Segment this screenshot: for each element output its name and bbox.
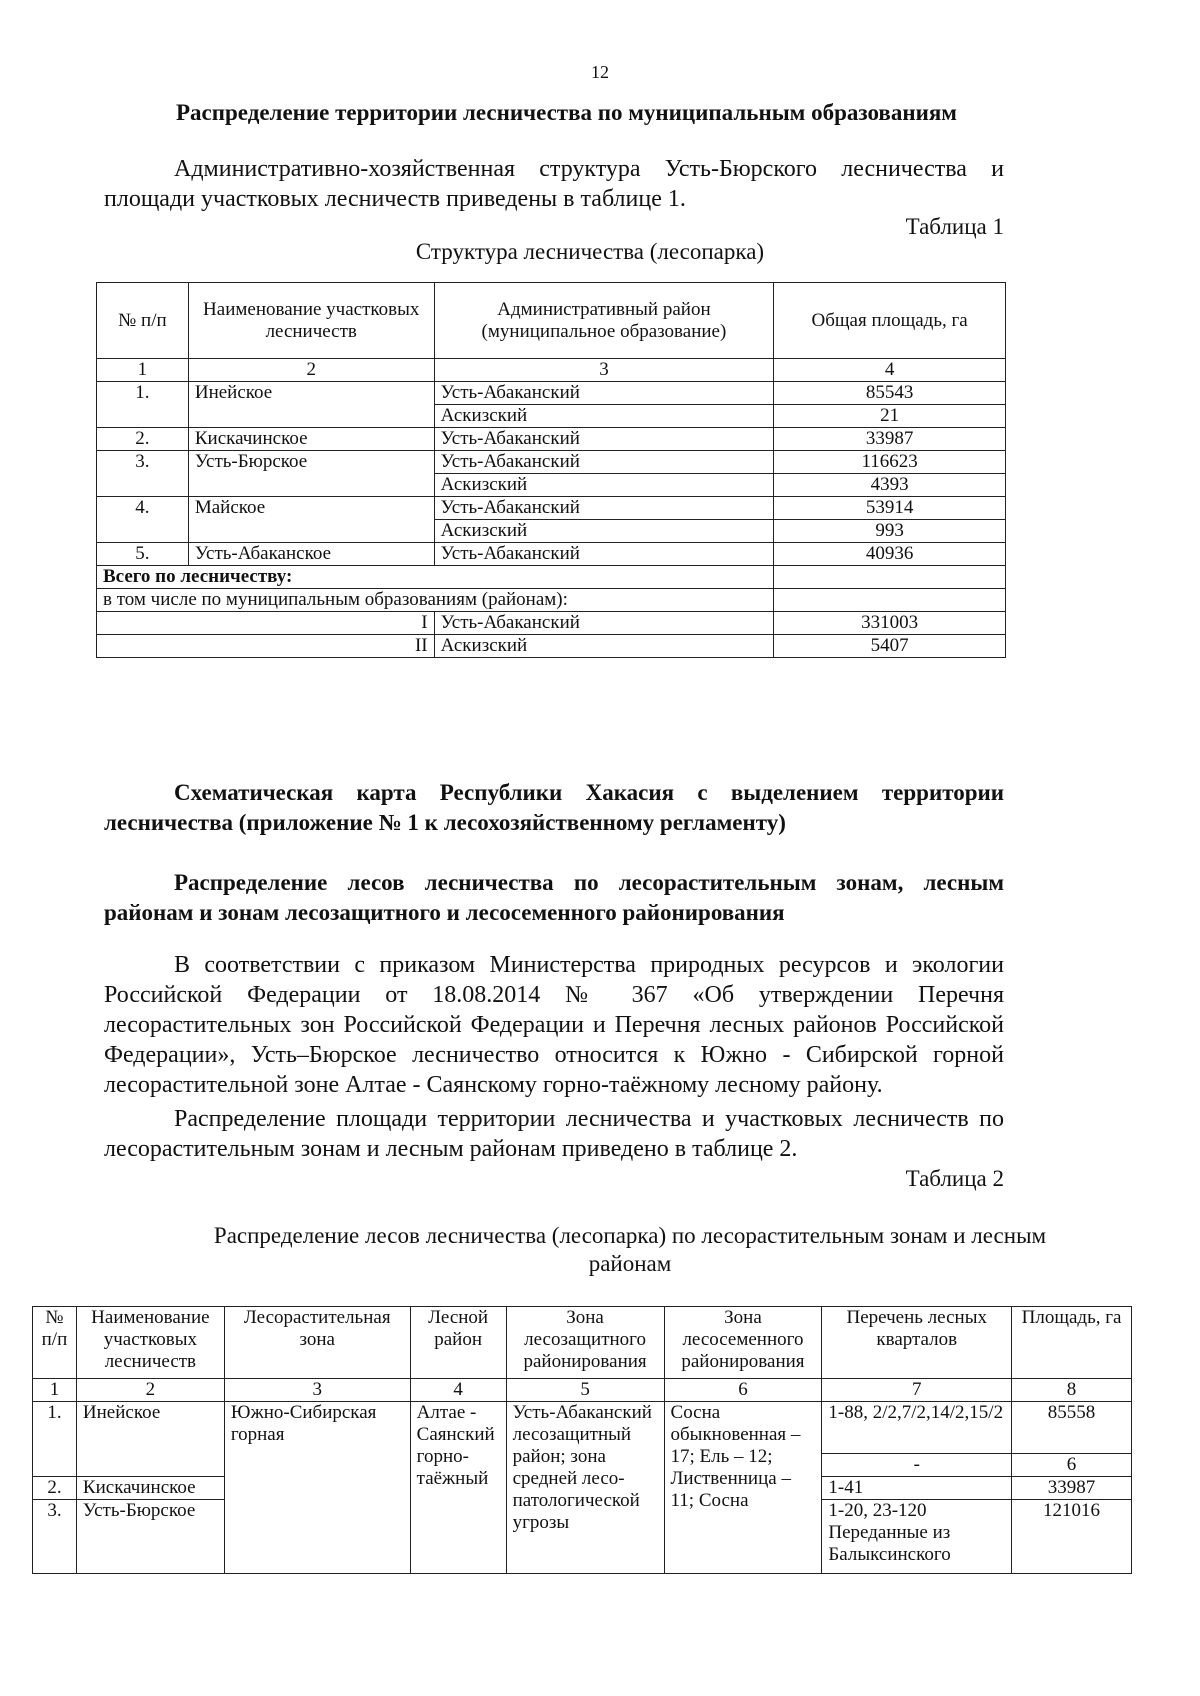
t1-mun-district: Аскизский bbox=[434, 635, 774, 658]
section-title-zones: Распределение лесов лесничества по лесорастительным зонам, лесным районам и зонам лесозащитного и лесосеменного районирования bbox=[104, 870, 1004, 925]
t2-cell-zone: Южно-Сибирская горная bbox=[224, 1402, 410, 1574]
t2-header-seed: Зона лесосеменного районирования bbox=[664, 1307, 822, 1379]
t1-header-district: Административный район (муниципальное образование) bbox=[434, 283, 774, 359]
t1-colnum: 2 bbox=[188, 359, 434, 382]
table-row bbox=[97, 382, 1006, 405]
t1-colnum: 3 bbox=[434, 359, 774, 382]
t1-colnum: 4 bbox=[774, 359, 1006, 382]
t1-cell-district: Аскизский bbox=[434, 520, 774, 543]
t2-cell-quarters: - bbox=[822, 1454, 1012, 1477]
t2-cell-protection: Усть-Абаканский лесозащитный район; зона средней лесо-патологической угрозы bbox=[506, 1402, 664, 1574]
table2-label: Таблица 2 bbox=[905, 1166, 1004, 1191]
t2-header-quarters: Перечень лесных кварталов bbox=[822, 1307, 1012, 1379]
table-row bbox=[97, 428, 1006, 451]
table-row bbox=[97, 451, 1006, 474]
t1-cell-district: Усть-Абаканский bbox=[434, 382, 774, 405]
t1-header-name: Наименование участковых лесничеств bbox=[188, 283, 434, 359]
t2-header-n: № п/п bbox=[33, 1307, 77, 1379]
t2-header-protection: Зона лесозащитного районирования bbox=[506, 1307, 664, 1379]
t1-cell-n: 4. bbox=[97, 497, 189, 543]
t2-cell-name: Усть-Бюрское bbox=[76, 1500, 224, 1574]
t1-cell-district: Усть-Абаканский bbox=[434, 428, 774, 451]
t2-cell-area: 6 bbox=[1012, 1454, 1132, 1477]
t2-colnum: 7 bbox=[822, 1379, 1012, 1402]
table2-caption: Распределение лесов лесничества (лесопарка) по лесорастительным зонам и лесным районам bbox=[213, 1223, 1047, 1276]
t1-cell-n: 2. bbox=[97, 428, 189, 451]
paragraph-structure: Административно-хозяйственная структура Усть-Бюрского лесничества и площади участковых лесничеств приведены в таблице 1. bbox=[104, 156, 1004, 212]
table1-caption: Структура лесничества (лесопарка) bbox=[415, 239, 765, 264]
table1-label: Таблица 1 bbox=[905, 214, 1004, 239]
t2-header-area: Площадь, га bbox=[1012, 1307, 1132, 1379]
t1-cell-district: Аскизский bbox=[434, 405, 774, 428]
t2-cell-n: 2. bbox=[33, 1477, 77, 1500]
t1-cell-name: Усть-Абаканское bbox=[188, 543, 434, 566]
t2-cell-quarters: 1-20, 23-120 Переданные из Балыксинского bbox=[822, 1500, 1012, 1574]
t1-cell-district: Аскизский bbox=[434, 474, 774, 497]
t2-cell-area: 33987 bbox=[1012, 1477, 1132, 1500]
table-row bbox=[33, 1402, 1132, 1454]
t1-total-label: Всего по лесничеству: bbox=[97, 566, 774, 589]
t1-cell-n: 5. bbox=[97, 543, 189, 566]
table-row bbox=[97, 543, 1006, 566]
t2-header-name: Наименование участковых лесничеств bbox=[76, 1307, 224, 1379]
t1-cell-name: Майское bbox=[188, 497, 434, 543]
table-1-structure bbox=[96, 282, 1006, 658]
t1-cell-name: Инейское bbox=[188, 382, 434, 428]
t1-cell-name: Кискачинское bbox=[188, 428, 434, 451]
t2-colnum: 1 bbox=[33, 1379, 77, 1402]
table-row bbox=[97, 635, 1006, 658]
t1-cell-area: 85543 bbox=[774, 382, 1006, 405]
section-title-map: Схематическая карта Республики Хакасия с выделением территории лесничества (приложение № 1 к лесохозяйственному регламенту) bbox=[104, 780, 1004, 835]
t1-cell-area: 4393 bbox=[774, 474, 1006, 497]
t2-header-region: Лесной район bbox=[410, 1307, 506, 1379]
t1-cell-area: 33987 bbox=[774, 428, 1006, 451]
t1-by-mun-label: в том числе по муниципальным образованиям (районам): bbox=[97, 589, 774, 612]
t2-colnum: 5 bbox=[506, 1379, 664, 1402]
table-row bbox=[97, 497, 1006, 520]
t1-cell-area: 53914 bbox=[774, 497, 1006, 520]
t1-cell-n: 1. bbox=[97, 382, 189, 428]
t1-mun-district: Усть-Абаканский bbox=[434, 612, 774, 635]
t2-colnum: 2 bbox=[76, 1379, 224, 1402]
t1-header-n: № п/п bbox=[97, 283, 189, 359]
t2-colnum: 4 bbox=[410, 1379, 506, 1402]
paragraph-distribution: Распределение площади территории лесничества и участковых лесничеств по лесорастительным зонам и лесным районам приведено в таблице 2. bbox=[104, 1106, 1004, 1162]
t1-cell-name: Усть-Бюрское bbox=[188, 451, 434, 497]
t2-colnum: 8 bbox=[1012, 1379, 1132, 1402]
t2-cell-quarters: 1-41 bbox=[822, 1477, 1012, 1500]
t1-cell-district: Усть-Абаканский bbox=[434, 451, 774, 474]
t1-cell-n: 3. bbox=[97, 451, 189, 497]
t2-cell-n: 3. bbox=[33, 1500, 77, 1574]
section-title-distribution: Распределение территории лесничества по муниципальным образованиям bbox=[176, 100, 957, 125]
t1-cell-district: Усть-Абаканский bbox=[434, 543, 774, 566]
t1-mun-roman: II bbox=[97, 635, 435, 658]
t1-header-area: Общая площадь, га bbox=[774, 283, 1006, 359]
t2-cell-seed: Сосна обыкновенная – 17; Ель – 12; Лиственница – 11; Сосна bbox=[664, 1402, 822, 1574]
t2-cell-quarters: 1-88, 2/2,7/2,14/2,15/2 bbox=[822, 1402, 1012, 1454]
t1-cell-area: 21 bbox=[774, 405, 1006, 428]
t1-cell-district: Усть-Абаканский bbox=[434, 497, 774, 520]
t2-colnum: 3 bbox=[224, 1379, 410, 1402]
t1-mun-roman: I bbox=[97, 612, 435, 635]
t2-cell-area: 85558 bbox=[1012, 1402, 1132, 1454]
table-row bbox=[97, 612, 1006, 635]
paragraph-order: В соответствии с приказом Министерства природных ресурсов и экологии Российской Федерации от 18.08.2014 № 367 «Об утверждении Перечня лесорастительных зон Российской Федерации и Перечня лесных районов Российской Федерации», Усть–Бюрское лесничество относится к Южно - Сибирской горной лесорастительной зоне Алтае - Саянскому горно-таёжному лесному району. bbox=[104, 952, 1004, 1098]
t2-cell-region: Алтае - Саянский горно-таёжный bbox=[410, 1402, 506, 1574]
t2-colnum: 6 bbox=[664, 1379, 822, 1402]
t2-cell-area: 121016 bbox=[1012, 1500, 1132, 1574]
t1-cell-area: 116623 bbox=[774, 451, 1006, 474]
t2-cell-name: Кискачинское bbox=[76, 1477, 224, 1500]
t1-mun-area: 331003 bbox=[774, 612, 1006, 635]
t1-cell-area: 993 bbox=[774, 520, 1006, 543]
page-number: 12 bbox=[591, 62, 609, 82]
t1-colnum: 1 bbox=[97, 359, 189, 382]
t1-by-mun-area bbox=[774, 589, 1006, 612]
t1-mun-area: 5407 bbox=[774, 635, 1006, 658]
t1-cell-area: 40936 bbox=[774, 543, 1006, 566]
t2-header-zone: Лесорастительная зона bbox=[224, 1307, 410, 1379]
t2-cell-name: Инейское bbox=[76, 1402, 224, 1477]
t2-cell-n: 1. bbox=[33, 1402, 77, 1477]
table-2-zones bbox=[32, 1306, 1132, 1574]
t1-total-area bbox=[774, 566, 1006, 589]
